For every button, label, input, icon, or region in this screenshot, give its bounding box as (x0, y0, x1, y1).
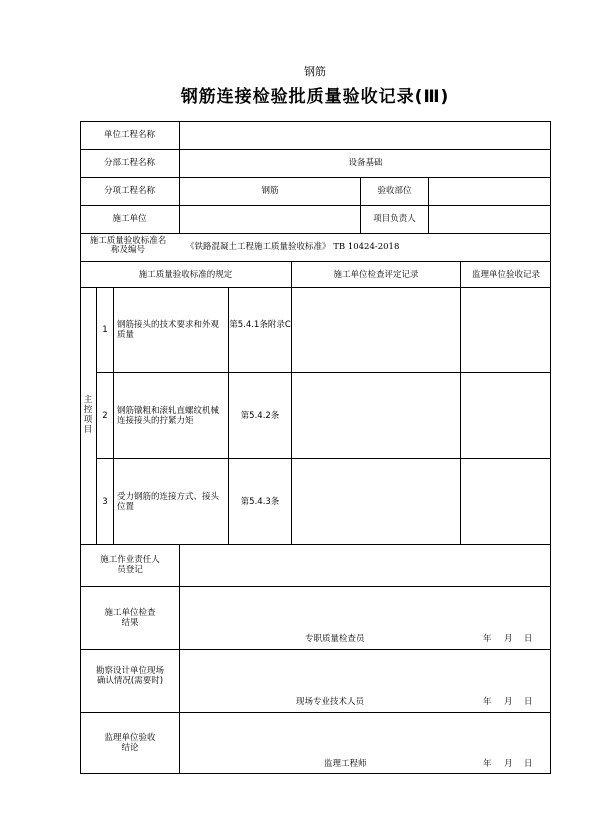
grid-line (80, 261, 551, 262)
registration-value[interactable] (180, 545, 551, 586)
item-number: 2 (102, 411, 108, 421)
item-number: 3 (102, 497, 108, 507)
item-number: 1 (102, 325, 108, 335)
grid-line (80, 177, 551, 178)
sub-project-value[interactable]: 设备基础 (348, 158, 383, 168)
date-day: 日 (524, 634, 533, 644)
item-content: 受力钢筋的连接方式、接头位置 (117, 492, 220, 512)
item-content: 钢筋镦粗和滚轧直螺纹机械连接接头的拧紧力矩 (117, 406, 220, 426)
item-project-label: 分项工程名称 (103, 186, 155, 196)
grid-line (113, 287, 114, 544)
grid-line (428, 177, 429, 233)
item-content: 钢筋接头的技术要求和外观质量 (117, 320, 220, 340)
item-supervisor-record[interactable] (461, 288, 551, 372)
project-manager-label: 项目负责人 (373, 214, 416, 224)
date-month: 月 (504, 697, 513, 707)
main-control-items-label: 主控项目 (83, 395, 93, 435)
date-day: 日 (524, 697, 533, 707)
item-clause: 第5.4.2条 (240, 411, 280, 421)
date-month: 月 (504, 634, 513, 644)
grid-line (179, 121, 180, 233)
standard-label: 施工质量验收标准名称及编号 (89, 236, 167, 255)
inspection-part-label: 验收部位 (377, 186, 412, 196)
date-year: 年 (483, 697, 492, 707)
unit-project-label: 单位工程名称 (103, 130, 155, 140)
column-header-standard: 施工质量验收标准的规定 (138, 270, 233, 280)
grid-line (80, 149, 551, 150)
supervisor-conclusion-label: 监理单位验收结论 (104, 733, 156, 753)
item-contractor-record[interactable] (292, 373, 460, 458)
date-year: 年 (483, 634, 492, 644)
category-label: 钢筋 (304, 65, 326, 78)
item-project-value[interactable]: 钢筋 (261, 186, 279, 196)
grid-line (80, 649, 551, 650)
date-month: 月 (504, 759, 513, 769)
grid-line (80, 586, 551, 587)
contractor-label: 施工单位 (112, 214, 147, 224)
sub-project-label: 分部工程名称 (103, 158, 155, 168)
document-title: 钢筋连接检验批质量验收记录(Ⅲ) (180, 87, 450, 107)
supervisor-signer-label: 监理工程师 (324, 759, 367, 769)
column-header-supervisor-record: 监理单位验收记录 (471, 270, 540, 280)
grid-line (80, 712, 551, 713)
item-supervisor-record[interactable] (461, 459, 551, 544)
design-signer-label: 现场专业技术人员 (296, 697, 365, 707)
contractor-signer-label: 专职质量检查员 (305, 634, 365, 644)
standard-value: 《铁路混凝土工程施工质量验收标准》 TB 10424-2018 (186, 242, 400, 252)
grid-line (80, 233, 551, 234)
item-clause: 第5.4.1条附录C (229, 320, 291, 330)
item-supervisor-record[interactable] (461, 373, 551, 458)
date-year: 年 (483, 759, 492, 769)
registration-label: 施工作业责任人员登记 (100, 555, 160, 575)
contractor-result-label: 施工单位检查结果 (104, 608, 156, 628)
item-clause: 第5.4.3条 (240, 497, 280, 507)
column-header-contractor-record: 施工单位检查评定记录 (333, 270, 419, 280)
item-contractor-record[interactable] (292, 459, 460, 544)
design-confirmation-label: 勘察设计单位现场确认情况(需要时) (96, 666, 165, 686)
grid-line (80, 205, 551, 206)
date-day: 日 (524, 759, 533, 769)
item-contractor-record[interactable] (292, 288, 460, 372)
